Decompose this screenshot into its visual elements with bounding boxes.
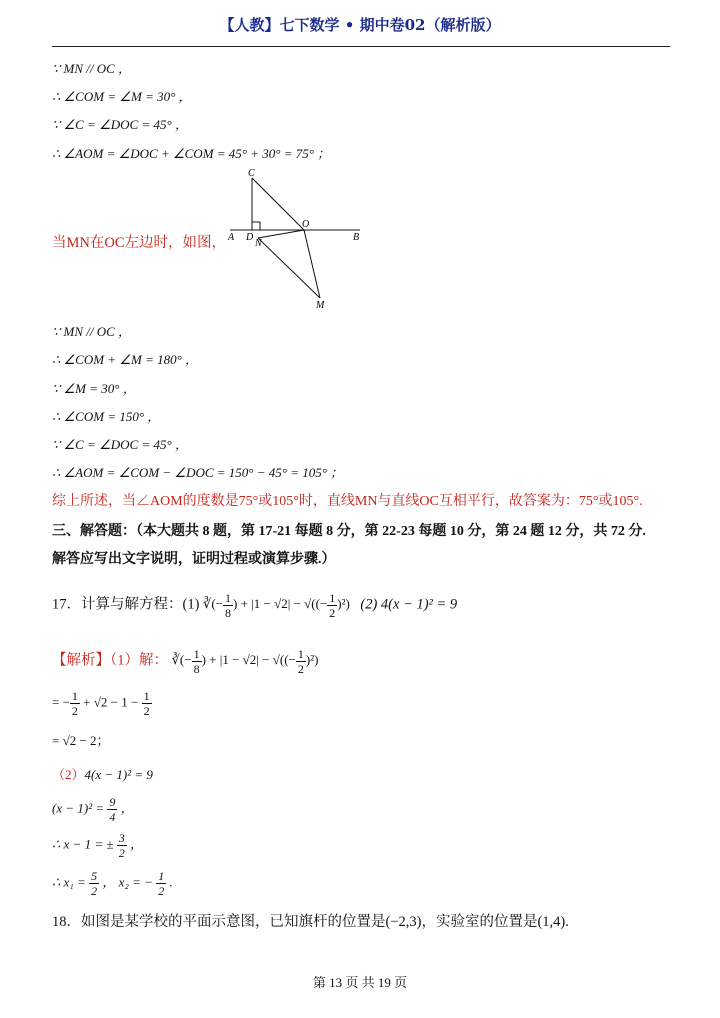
proof-line: ∵ ∠C = ∠DOC = 45° ， xyxy=(52,117,188,132)
q17-part2: (2) 4(x − 1)² = 9 xyxy=(360,596,458,613)
proof-line: ∴ ∠COM + ∠M = 180° ， xyxy=(52,352,199,367)
proof-line: ∴ ∠AOM = ∠DOC + ∠COM = 45° + 30° = 75° ； xyxy=(52,146,331,161)
section-title: 三、解答题：（本大题共 8 题，第 17-21 每题 8 分，第 22-23 每题 10 分，第 24 题 12 分，共 72 分. xyxy=(52,524,646,539)
q17-part1-label: (1) xyxy=(182,596,200,613)
label-b: B xyxy=(353,232,360,243)
section-note: 解答应写出文字说明，证明过程或演算步骤.） xyxy=(52,552,336,567)
q17-expression: ∛(− $\frac{1}{8}$ ) + |1 − √2| − √((− $\frac{1}{2}$ )²) xyxy=(203,591,354,620)
step2-c: ∴ x₁ = $\frac{5}{2}$ ， x₂ = − $\frac{1}{2}$ . xyxy=(52,869,173,898)
proof-line: ∵ ∠C = ∠DOC = 45° ， xyxy=(52,437,188,452)
step2-a: (x − 1)² = $\frac{9}{4}$ ， xyxy=(52,795,134,824)
proof-line: ∴ ∠AOM = ∠COM − ∠DOC = 150° − 45° = 105° ； xyxy=(52,465,344,480)
analysis-line xyxy=(52,648,318,675)
segment-on xyxy=(258,230,304,238)
q18-stem: 18．如图是某学校的平面示意图，已知旗杆的位置是(−2,3)，实验室的位置是(1,4). xyxy=(52,914,569,930)
label-c: C xyxy=(248,168,255,179)
page-header: 【人教】七下数学 • 期中卷02（解析版） xyxy=(219,16,501,34)
proof-line: ∵ MN // OC ， xyxy=(52,324,132,339)
step1-label: （1）解： xyxy=(110,652,168,669)
label-m: M xyxy=(316,300,325,311)
geometry-figure xyxy=(220,166,380,312)
label-o: O xyxy=(302,219,310,230)
label-n: N xyxy=(255,238,262,249)
analysis-tag: 【解析】 xyxy=(52,652,110,669)
analysis-expression: ∛(− $\frac{1}{8}$ ) + |1 − √2| − √((− $\frac{1}{2}$ )²) xyxy=(171,647,319,676)
step1-a: = − $\frac{1}{2}$ + √2 − 1 − $\frac{1}{2}$ xyxy=(52,689,150,718)
proof-line: ∵ MN // OC ， xyxy=(52,61,132,76)
proof-line: ∴ ∠COM = ∠M = 30° ， xyxy=(52,89,192,104)
q17-label: 17．计算与解方程： xyxy=(52,596,183,613)
q17-stem xyxy=(52,592,457,619)
label-d: D xyxy=(246,232,254,243)
case-statement: 当MN在OC左边时，如图， xyxy=(52,235,227,251)
label-a: A xyxy=(228,232,235,243)
proof-line: ∵ ∠M = 30° ， xyxy=(52,381,136,396)
summary-line: 综上所述，当∠AOM的度数是75°或105°时，直线MN与直线OC互相平行，故答案为：75°或105°. xyxy=(52,494,643,509)
proof-line: ∴ ∠COM = 150° ， xyxy=(52,409,161,424)
segment-om xyxy=(304,230,320,298)
segment-nm xyxy=(258,238,320,298)
page-footer: 第 13 页 共 19 页 xyxy=(312,975,408,990)
step2-b: ∴ x − 1 = ± $\frac{3}{2}$ ， xyxy=(52,831,143,860)
step2-label: （2）4(x − 1)² = 9 xyxy=(52,767,153,782)
step1-b: = √2 − 2； xyxy=(52,733,110,748)
right-angle-mark xyxy=(252,222,260,230)
header-rule xyxy=(52,46,670,47)
